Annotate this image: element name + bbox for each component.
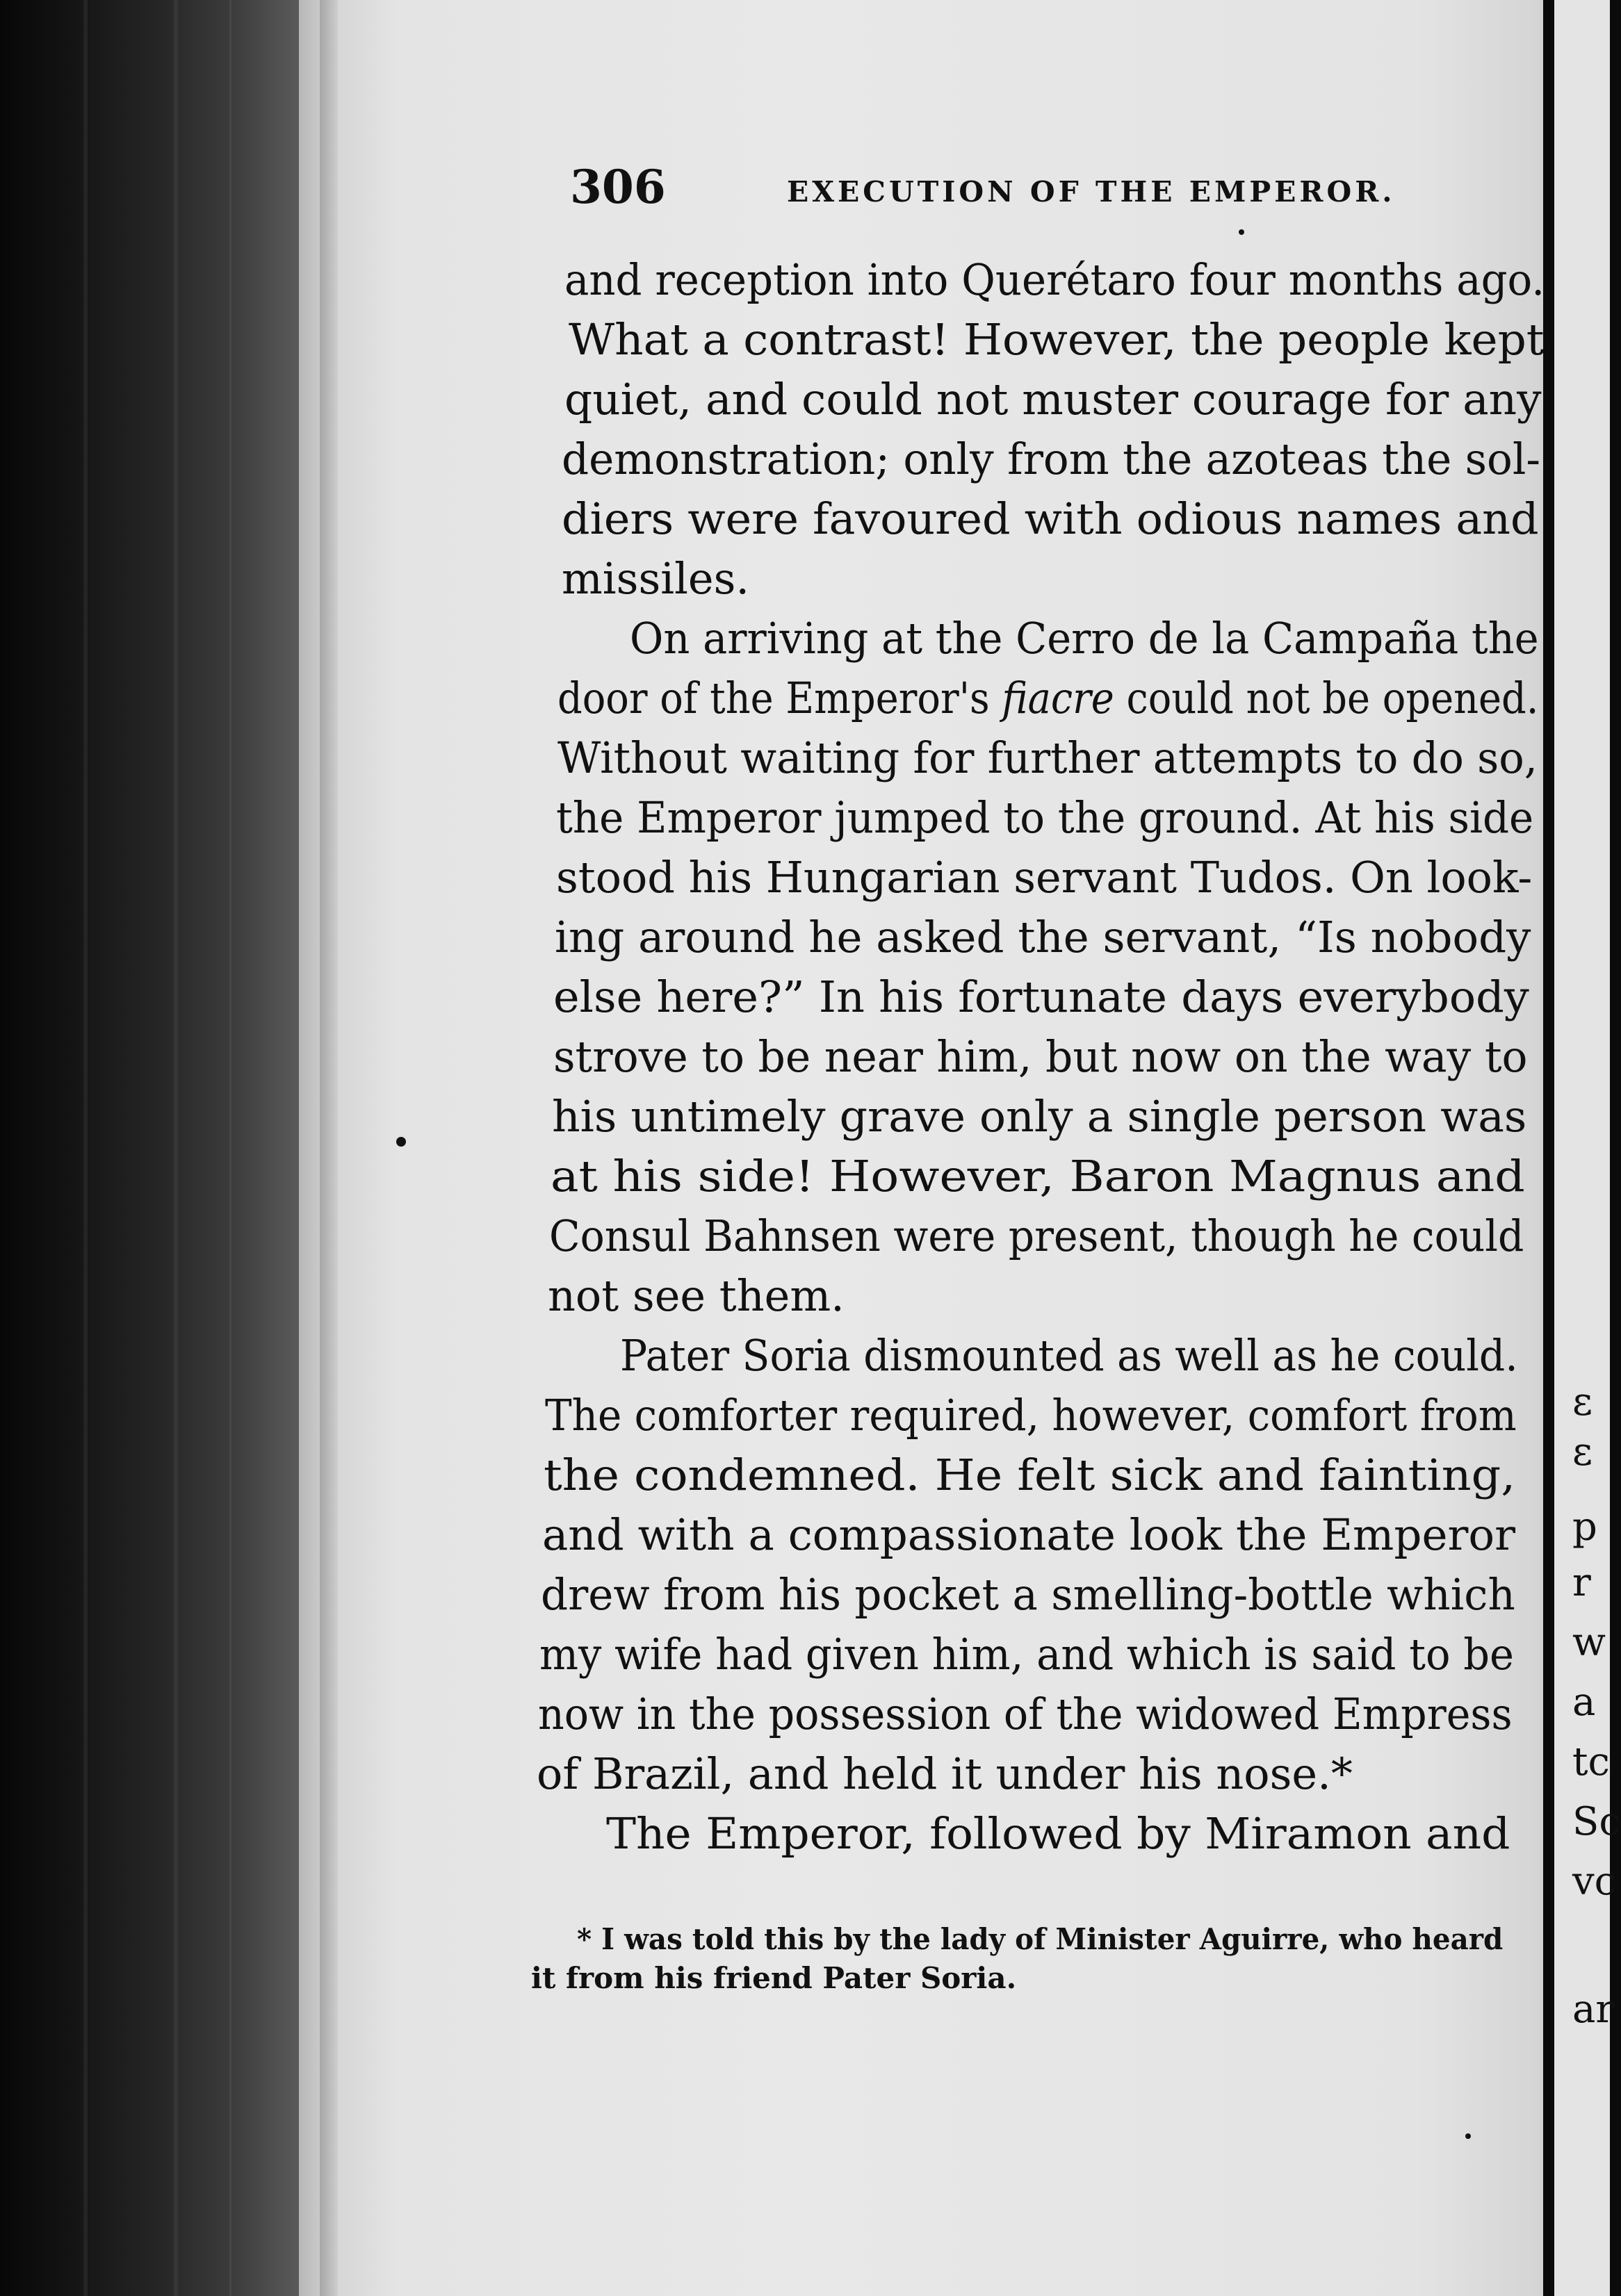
body-line: Pater Soria dismounted as well as he could.	[620, 1330, 1518, 1381]
spine-streak	[229, 0, 231, 2296]
body-line: quiet, and could not muster courage for any	[564, 374, 1542, 425]
next-page-fragment: ε	[1572, 1429, 1593, 1475]
ink-speck	[396, 1137, 406, 1147]
next-page-fragment: Sc	[1572, 1799, 1621, 1844]
next-page-fragment: ar	[1572, 1987, 1615, 2032]
next-page-fragment: p	[1572, 1504, 1597, 1550]
body-line: drew from his pocket a smelling-bottle which	[541, 1569, 1515, 1620]
body-line: his untimely grave only a single person was	[552, 1091, 1527, 1142]
body-line: the Emperor jumped to the ground. At his side	[556, 792, 1534, 843]
body-line: of Brazil, and held it under his nose.*	[537, 1748, 1353, 1799]
ink-speck	[1465, 2133, 1471, 2139]
book-spine	[0, 0, 334, 2296]
body-line: now in the possession of the widowed Empress	[538, 1689, 1513, 1739]
footnote-line: * I was told this by the lady of Minister Aguirre, who heard	[577, 1922, 1504, 1956]
body-line: missiles.	[562, 553, 750, 604]
body-line: The Emperor, followed by Miramon and	[606, 1808, 1510, 1859]
body-line: What a contrast! However, the people kept	[569, 314, 1545, 365]
running-title: EXECUTION OF THE EMPEROR.	[787, 175, 1396, 208]
ink-speck	[1239, 229, 1244, 235]
page-number: 306	[570, 160, 666, 214]
spine-streak	[83, 0, 88, 2296]
body-line: my wife had given him, and which is said to be	[539, 1629, 1515, 1680]
body-line: and reception into Querétaro four months ago.	[564, 254, 1545, 305]
body-line: at his side! However, Baron Magnus and	[551, 1151, 1525, 1202]
footnote-line: it from his friend Pater Soria.	[531, 1961, 1017, 1995]
next-page-fragment: a	[1572, 1680, 1596, 1725]
next-page-fragment: vc	[1572, 1859, 1616, 1904]
body-line: Without waiting for further attempts to do so,	[557, 732, 1538, 783]
body-line: the condemned. He felt sick and fainting,	[544, 1450, 1516, 1500]
italic-word: fiacre	[1002, 673, 1114, 723]
next-page-fragment: ε	[1572, 1379, 1593, 1425]
body-line: demonstration; only from the azoteas the sol-	[562, 434, 1541, 484]
body-line: stood his Hungarian servant Tudos. On look-	[556, 852, 1533, 903]
next-page-fragment: w	[1572, 1620, 1606, 1665]
body-line: ing around he asked the servant, “Is nobody	[555, 912, 1531, 962]
body-line: diers were favoured with odious names and	[562, 493, 1539, 544]
body-line: strove to be near him, but now on the way to	[553, 1031, 1528, 1082]
next-page-fragment: tc	[1572, 1739, 1610, 1785]
body-line: door of the Emperor's fiacre could not be opened.	[557, 673, 1539, 723]
page-gutter-shadow	[320, 0, 338, 2296]
body-line: and with a compassionate look the Emperor	[542, 1509, 1515, 1560]
next-page-fragment: r	[1572, 1560, 1591, 1605]
body-line: Consul Bahnsen were present, though he could	[549, 1211, 1524, 1261]
body-line: The comforter required, however, comfort from	[545, 1390, 1517, 1441]
spine-streak	[174, 0, 178, 2296]
body-line: else here?” In his fortunate days everybody	[553, 971, 1529, 1022]
next-page-edge	[1554, 0, 1610, 2296]
body-line: On arriving at the Cerro de la Campaña the	[630, 613, 1539, 664]
body-line: not see them.	[548, 1270, 845, 1321]
running-head	[570, 160, 1550, 222]
